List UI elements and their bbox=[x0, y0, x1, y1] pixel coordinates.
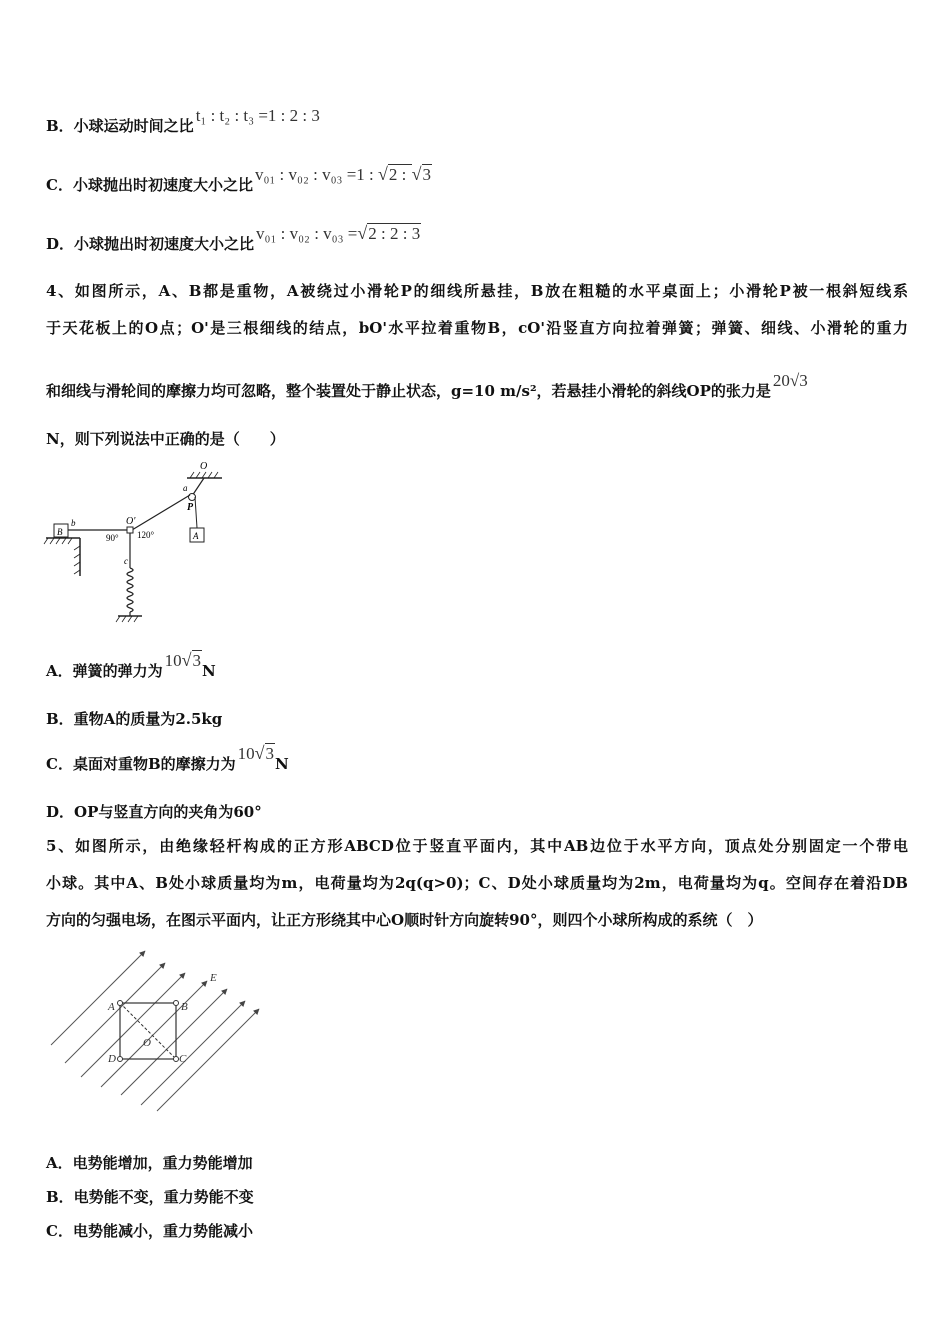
svg-text:a: a bbox=[183, 483, 188, 493]
q4-stem-line1: 4、如图所示，A、B都是重物，A被绕过小滑轮P的细线所悬挂，B放在粗糙的水平桌面上；小滑轮P被一根斜短线系 bbox=[46, 282, 908, 300]
q5-option-b: B．电势能不变，重力势能不变 bbox=[46, 1188, 254, 1206]
option-text: C．小球抛出时初速度大小之比 bbox=[46, 176, 253, 194]
q4-stem-line4: N，则下列说法中正确的是（ ） bbox=[46, 430, 285, 448]
q5-stem-line3: 方向的匀强电场，在图示平面内，让正方形绕其中心O顺时针方向旋转90°，则四个小球所构成的系统（ ） bbox=[46, 911, 763, 929]
svg-text:B: B bbox=[57, 527, 63, 537]
q3-option-d bbox=[46, 223, 421, 254]
q3-option-c bbox=[46, 164, 432, 195]
svg-text:b: b bbox=[71, 518, 76, 528]
q4-option-a: A．弹簧的弹力为10√3N bbox=[46, 650, 216, 680]
option-text: D．小球抛出时初速度大小之比 bbox=[46, 235, 255, 253]
svg-text:A: A bbox=[108, 1001, 115, 1013]
option-text: B．小球运动时间之比 bbox=[46, 117, 194, 135]
q4-pulley-figure bbox=[42, 458, 242, 623]
friction-value: 10√3 bbox=[237, 743, 275, 763]
svg-text:A: A bbox=[193, 531, 199, 541]
q4-stem-line2: 于天花板上的O点；O'是三根细线的结点，bO'水平拉着重物B，cO'沿竖直方向拉着弹簧；弹簧、细线、小滑轮的重力 bbox=[46, 319, 908, 337]
q4-stem-line3: 和细线与滑轮间的摩擦力均可忽略，整个装置处于静止状态，g=10 m/s²，若悬挂小滑轮的斜线OP的张力是20√3 bbox=[46, 371, 808, 400]
svg-text:B: B bbox=[181, 1001, 188, 1013]
q5-option-c: C．电势能减小，重力势能减小 bbox=[46, 1222, 253, 1240]
svg-text:O: O bbox=[143, 1037, 151, 1049]
option-math: v₀₁ : v₀₂ : v₀₃ =√2 : 2 : 3 bbox=[256, 223, 421, 243]
tension-value: 20√3 bbox=[772, 371, 808, 390]
svg-text:90°: 90° bbox=[106, 533, 119, 543]
q4-option-b: B．重物A的质量为2.5kg bbox=[46, 710, 223, 728]
q5-field-figure bbox=[45, 945, 270, 1115]
svg-text:120°: 120° bbox=[137, 530, 155, 540]
q4-option-d: D．OP与竖直方向的夹角为60° bbox=[46, 803, 262, 821]
label-o: O bbox=[200, 461, 208, 472]
option-math: v₀₁ : v₀₂ : v₀₃ =1 : √2 : √3 bbox=[254, 164, 432, 184]
svg-text:C: C bbox=[179, 1053, 187, 1065]
svg-text:D: D bbox=[108, 1053, 116, 1065]
q3-option-b bbox=[46, 106, 320, 136]
q5-stem-line2: 小球。其中A、B处小球质量均为m，电荷量均为2q(q>0)；C、D处小球质量均为2m，电荷量均为q。空间存在着沿DB bbox=[46, 874, 908, 892]
svg-text:E: E bbox=[210, 972, 217, 984]
q5-stem-line1: 5、如图所示，由绝缘轻杆构成的正方形ABCD位于竖直平面内，其中AB边位于水平方向，顶点处分别固定一个带电 bbox=[46, 837, 908, 855]
option-math: t₁ : t₂ : t₃ =1 : 2 : 3 bbox=[195, 106, 320, 125]
q5-option-a: A．电势能增加，重力势能增加 bbox=[46, 1154, 253, 1172]
svg-text:O': O' bbox=[126, 516, 136, 527]
spring-force-value: 10√3 bbox=[164, 650, 202, 670]
q4-option-c: C．桌面对重物B的摩擦力为10√3N bbox=[46, 743, 289, 773]
svg-text:c: c bbox=[124, 556, 128, 566]
svg-text:P: P bbox=[187, 502, 194, 513]
